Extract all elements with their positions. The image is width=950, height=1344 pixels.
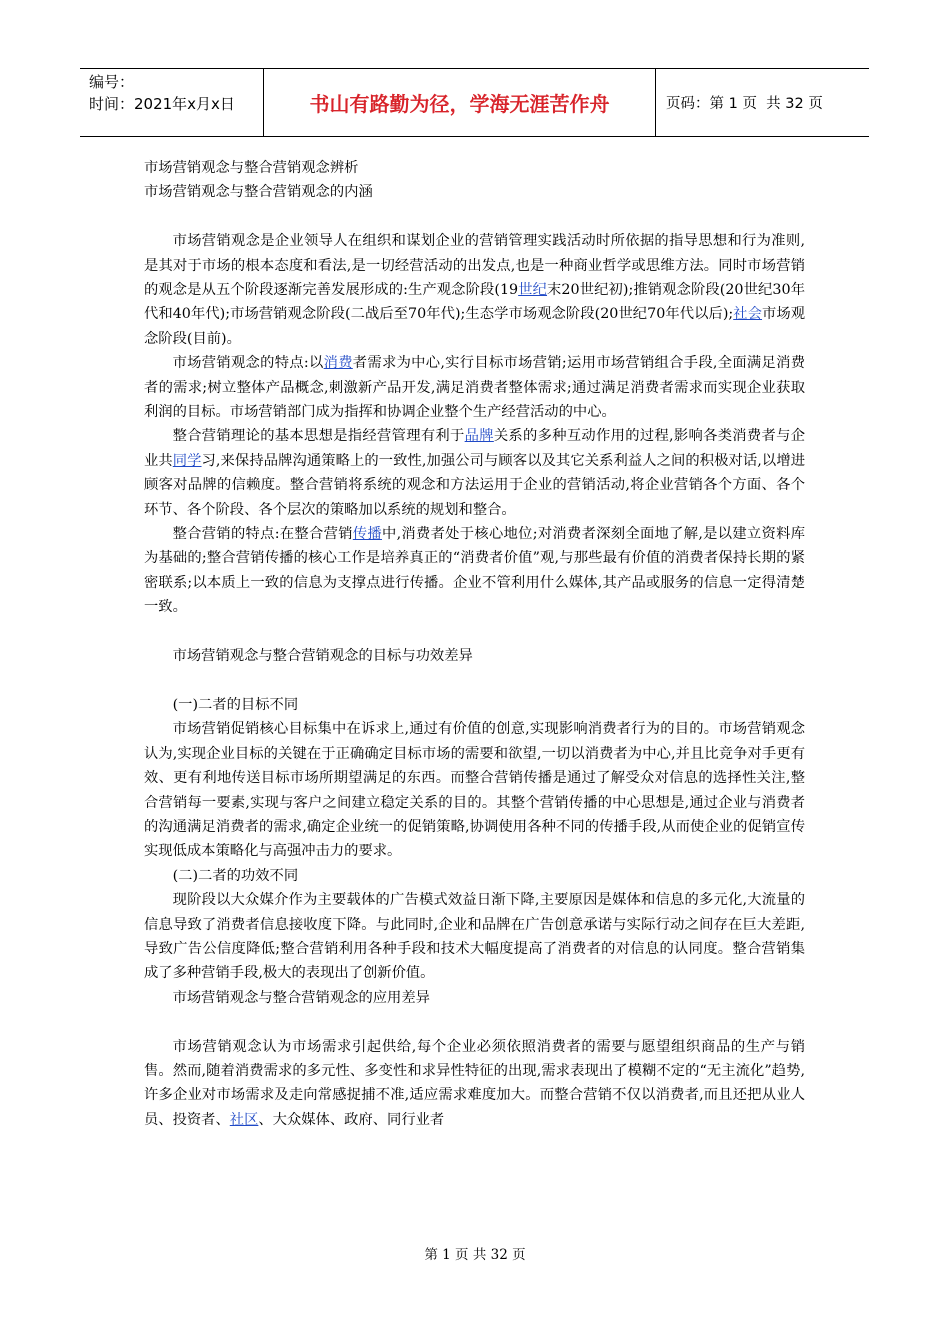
page-header [80,68,869,137]
paragraph-text: 、大众媒体、政府、同行业者 [258,1111,445,1128]
paragraph [144,424,805,522]
spacer [144,620,805,644]
subsection-heading: (一)二者的目标不同 [172,696,299,713]
paragraph: 现阶段以大众媒介作为主要载体的广告模式效益日渐下降,主要原因是媒体和信息的多元化,大流量的信息导致了消费者信息接收度下降。与此同时,企业和品牌在广告创意承诺与实际行动之间存在巨大差距,导致广告公信度降低;整合营销利用各种手段和技术大幅度提高了消费者的对信息的认同度。整合营销集成了多种营销手段,极大的表现出了创新价值。 [144,892,805,982]
paragraph: 市场营销促销核心目标集中在诉求上,通过有价值的创意,实现影响消费者行为的目的。市场营销观念认为,实现企业目标的关键在于正确确定目标市场的需要和欲望,一切以消费者为中心,并且比竞争对手更有效、更有利地传送目标市场所期望满足的东西。而整合营销传播是通过了解受众对信息的选择性关注,整合营销每一要素,实现与客户之间建立稳定关系的目的。其整个营销传播的中心思想是,通过企业与消费者的沟通满足消费者的需求,确定企业统一的促销策略,协调使用各种不同的传播手段,从而使企业的促销宣传实现低成本策略化与高强冲击力的要求。 [144,721,805,860]
paragraph-text: 整合营销理论的基本思想是指经营管理有利于 [172,428,465,445]
doc-title: 市场营销观念与整合营销观念辨析 [144,160,359,176]
header-meta [89,71,235,115]
spacer [144,1010,805,1034]
header-page-info: 页码：第 1 页 共 32 页 [666,96,823,112]
paragraph [144,351,805,424]
paragraph-text: 市场营销观念的特点:以 [172,355,324,372]
document-body [144,156,805,1132]
document-time-label: 时间：2021年x月x日 [89,95,235,113]
paragraph-text: 市场营销观念认为市场需求引起供给,每个企业必须依照消费者的需要与愿望组织商品的生产与销售。然而,随着消费需求的多元性、多变性和求异性特征的出现,需求表现出了模糊不定的“无主流化”趋势,许多企业对市场需求及走向常感捉捕不准,适应需求难度加大。而整合营销不仅以消费者,而且还把从业人员、投资者、 [144,1038,805,1128]
section-heading: 市场营销观念与整合营销观念的目标与功效差异 [172,648,473,665]
header-divider [655,69,656,136]
keyword-link[interactable]: 社会 [733,306,763,323]
subsection-heading: (二)二者的功效不同 [172,867,299,884]
keyword-link[interactable]: 同学 [172,452,202,469]
keyword-link[interactable]: 社区 [229,1111,259,1128]
keyword-link[interactable]: 世纪 [518,282,548,299]
section-heading: 市场营销观念与整合营销观念的内涵 [144,184,373,201]
paragraph-text: 整合营销的特点:在整合营销 [172,526,353,543]
spacer [144,205,805,229]
header-motto: 书山有路勤为径，学海无涯苦作舟 [309,92,610,116]
paragraph [144,522,805,620]
paragraph-text: 习,来保持品牌沟通策略上的一致性,加强公司与顾客以及其它关系利益人之间的积极对话,以增进顾客对品牌的信赖度。整合营销将系统的观念和方法运用于企业的营销活动,将企业营销各个方面、各个环节、各个阶段、各个层次的策略加以系统的规划和整合。 [144,452,805,518]
paragraph-text: 末20世纪初);推销观念阶段(20世纪30年代和40年代);市场营销观念阶段(二战后至70年代);生态学市场观念阶段(20世纪70年代以后); [144,282,805,323]
paragraph-text: 者需求为中心,实行目标市场营销;运用市场营销组合手段,全面满足消费者的需求;树立整体产品概念,刺激新产品开发,满足消费者整体需求;通过满足消费者需求而实现企业获取利润的目标。市场营销部门成为指挥和协调企业整个生产经营活动的中心。 [144,355,805,421]
section-heading: 市场营销观念与整合营销观念的应用差异 [172,989,430,1006]
keyword-link[interactable]: 传播 [352,526,382,543]
paragraph-text: 市场营销观念是企业领导人在组织和谋划企业的营销管理实践活动时所依据的指导思想和行为准则,是其对于市场的根本态度和看法,是一切经营活动的出发点,也是一种商业哲学或思维方法。同时市场营销的观念是从五个阶段逐渐完善发展形成的:生产观念阶段(19 [144,233,805,299]
keyword-link[interactable]: 消费 [323,355,353,372]
page-footer: 第 1 页 共 32 页 [424,1247,526,1263]
spacer [144,669,805,693]
paragraph-text: 市场观念阶段(目前)。 [144,306,806,347]
paragraph-text: 关系的多种互动作用的过程,影响各类消费者与企业共 [144,428,805,469]
paragraph [144,229,805,351]
document-number-label: 编号： [89,73,135,91]
keyword-link[interactable]: 品牌 [464,428,494,445]
paragraph [144,1035,805,1133]
paragraph-text: 中,消费者处于核心地位;对消费者深刻全面地了解,是以建立资料库为基础的;整合营销传播的核心工作是培养真正的“消费者价值”观,与那些最有价值的消费者保持长期的紧密联系;以本质上一致的信息为支撑点进行传播。企业不管利用什么媒体,其产品或服务的信息一定得清楚一致。 [144,526,806,616]
